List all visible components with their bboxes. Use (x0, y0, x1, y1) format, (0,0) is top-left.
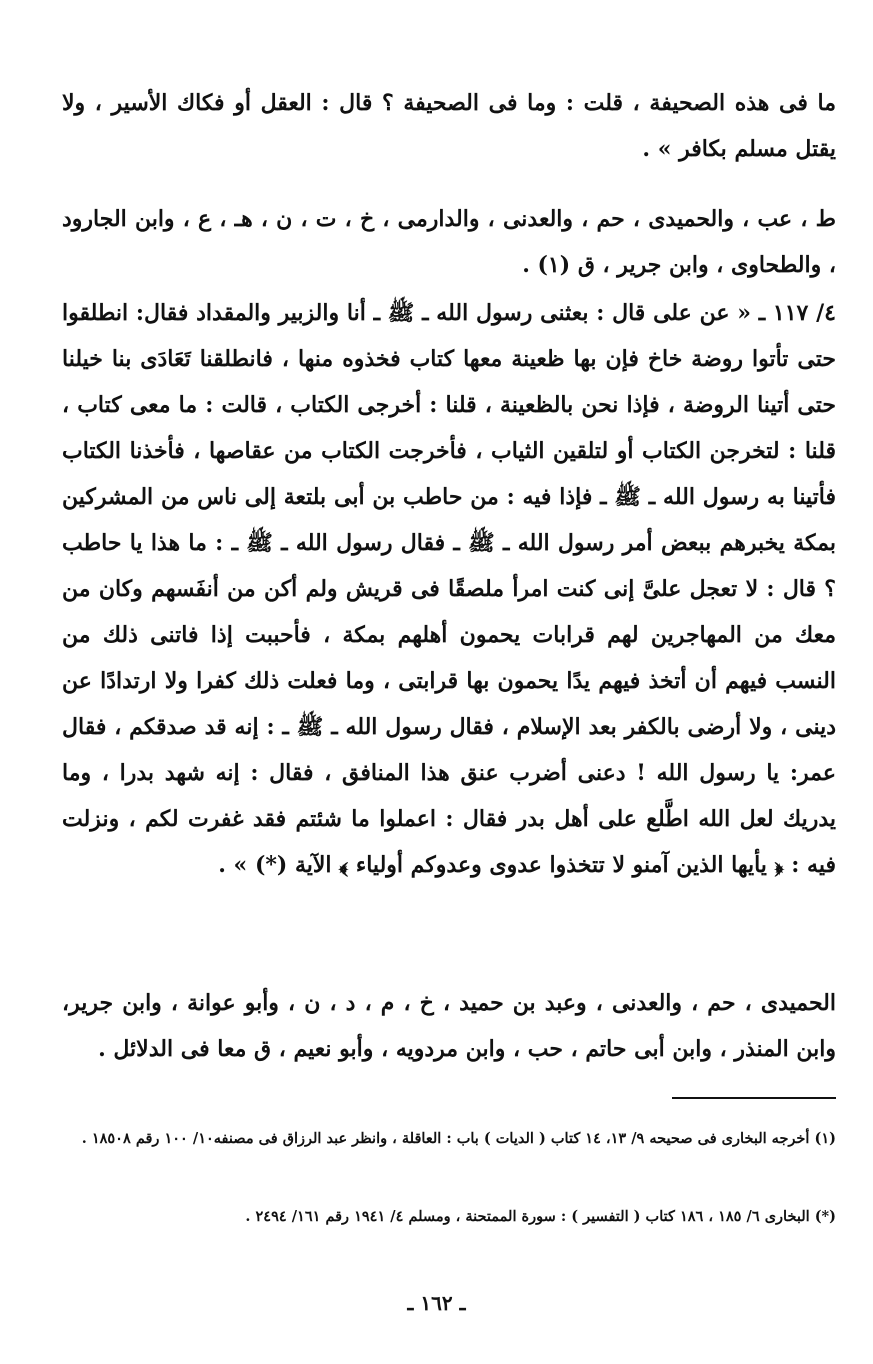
footnote-star: (*) البخارى ٦/ ١٨٥ ، ١٨٦ كتاب ( التفسير ) : سورة الممتحنة ، ومسلم ٤/ ١٩٤١ رقم ١٦١/ ٢٤٩٤ . (245, 1208, 836, 1225)
paragraph-sources-117: الحميدى ، حم ، والعدنى ، وعبد بن حميد ، خ ، م ، د ، ن ، وأبو عوانة ، وابن جرير، وابن المنذر ، وابن أبى حاتم ، حب ، وابن مردويه ، وأبو نعيم ، ق معا فى الدلائل . (62, 990, 836, 1062)
footnote-1: (١) أخرجه البخارى فى صحيحه ٩/ ١٣، ١٤ كتاب ( الديات ) باب : العاقلة ، وانظر عبد الرزاق فى مصنفه١٠/ ١٠٠ رقم ١٨٥٠٨ . (81, 1130, 836, 1147)
paragraph-sources: ط ، عب ، والحميدى ، حم ، والعدنى ، والدارمى ، خ ، ت ، ن ، هـ ، ع ، وابن الجارود ، والطحاوى ، وابن جرير ، ق (١) . (62, 206, 836, 278)
paragraph-hadith-117: ٤/ ١١٧ ـ « عن على قال : بعثنى رسول الله ـ ﷺ ـ أنا والزبير والمقداد فقال: انطلقوا حتى تأتوا روضة خاخ فإن بها ظعينة معها كتاب فخذوه منها ، فانطلقنا تَعَادَى بنا خيلنا حتى أتينا الروضة ، فإذا نحن بالظعينة ، قلنا : أخرجى الكتاب ، قالت : ما معى كتاب ، قلنا : لتخرجن الكتاب أو لتلقين الثياب ، فأخرجت الكتاب من عقاصها ، فأخذنا الكتاب فأتينا به رسول الله ـ ﷺ ـ فإذا فيه : من حاطب بن أبى بلتعة إلى ناس من المشركين بمكة يخبرهم ببعض أمر رسول الله ـ ﷺ ـ فقال رسول الله ـ ﷺ ـ : ما هذا يا حاطب ؟ قال : لا تعجل علىَّ إنى كنت امرأ ملصقًا فى قريش ولم أكن من أنفَسهم وكان من معك من المهاجرين لهم قرابات يحمون أهلهم بمكة ، فأحببت إذا فاتنى ذلك من النسب فيهم أن أتخذ فيهم يدًا يحمون بها قرابتى ، وما فعلت ذلك كفرا ولا ارتدادًا عن دينى ، ولا أرضى بالكفر بعد الإسلام ، فقال رسول الله ـ ﷺ ـ : إنه قد صدقكم ، فقال عمر: يا رسول الله ! دعنى أضرب عنق هذا المنافق ، فقال : إنه شهد بدرا ، وما يدريك لعل الله اطَّلع على أهل بدر فقال : اعملوا ما شئتم فقد غفرت لكم ، ونزلت فيه : ﴿ يأيها الذين آمنو لا تتخذوا عدوى وعدوكم أولياء ﴾ الآية (*) » . (62, 300, 836, 878)
footnote-divider (672, 1097, 836, 1099)
page-number: ـ ١٦٢ ـ (407, 1291, 466, 1315)
paragraph-hadith-end: ما فى هذه الصحيفة ، قلت : وما فى الصحيفة ؟ قال : العقل أو فكاك الأسير ، ولا يقتل مسلم بكافر » . (62, 90, 836, 162)
